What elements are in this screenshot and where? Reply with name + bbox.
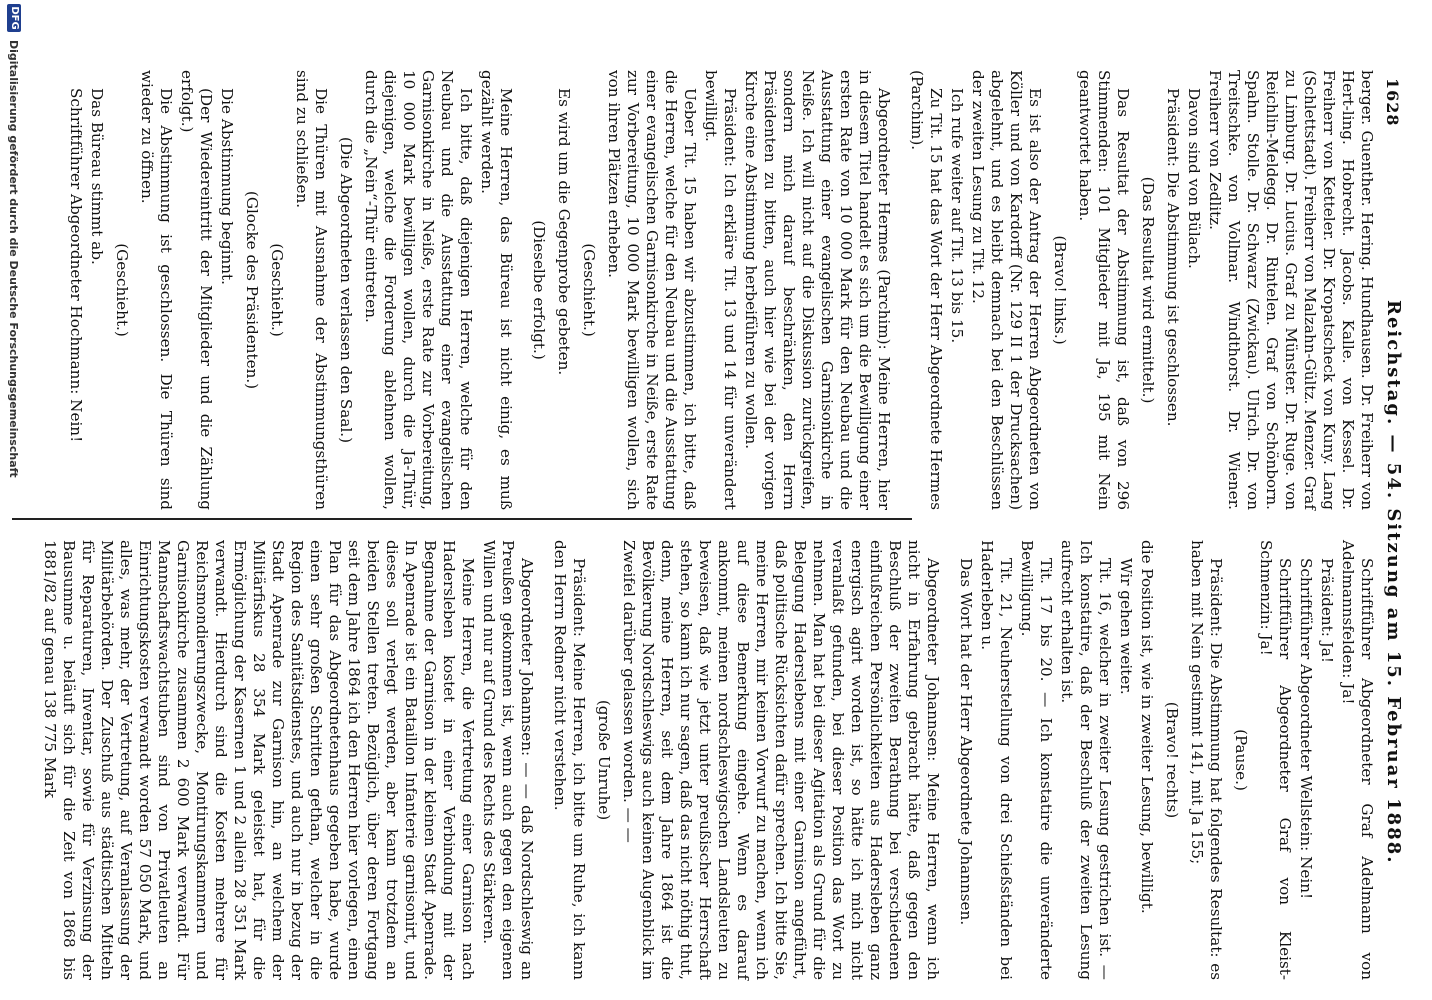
paragraph: Es ist also der Antrag der Herren Abgeordneten von Köller und von Kardorff (Nr. 129 II 1 der Drucksachen) abgelehnt, und es bleibt demnach bei den Beschlüssen der zweiten Lesung zu Tit. 12. [969,70,1044,510]
paragraph: Präsident: Meine Herren, ich bitte um Ruhe, ich kann den Herrn Redner nicht verstehen. [551,540,588,980]
paragraph: (Bravo! links.) [1051,235,1069,345]
paragraph: Ueber Tit. 15 haben wir abzustimmen, ich bitte, daß die Herren, welche für den Neubau und die Ausstattung einer evangelischen Garnisonkirche in Neiße, erste Rate zur Vorbereitung, 10 000 Mark bewilligen wollen, sich von ihren Plätzen erheben. [605,70,699,510]
paragraph: Präsident: Die Abstimmung ist geschlossen. [1164,88,1182,427]
paragraph: Tit. 21, Neuherstellung von drei Schießständen bei Haderleben u. [978,540,1015,980]
paragraph: Die Abstimmung ist geschlossen. Die Thüren sind wieder zu öffnen. [138,70,175,510]
paragraph: (große Unruhe) [595,699,613,821]
paragraph: Das Resultat der Abstimmung ist, daß von 296 Stimmenden: 101 Mitglieder mit Ja, 195 mit Nein geantwortet haben. [1076,70,1132,510]
paragraph: Die Thüren mit Ausnahme der Abstimmungsthüren sind zu schließen. [293,70,330,510]
paragraph: (Geschieht.) [580,243,598,337]
paragraph: Schriftführer Abgeordneter Wellstein: Nein! [1297,558,1315,900]
paragraph: Schriftführer Abgeordneter Graf Adelmann von Adelmannsfelden: Ja! [1339,540,1376,980]
paragraph: die Position ist, wie in zweiter Lesung, bewilligt. [1138,540,1156,914]
page-number: 1628 [1383,78,1402,127]
paragraph: Das Wort hat der Herr Abgeordnete Johannsen. [957,558,975,926]
paragraph: Präsident: Ich erkläre Tit. 13 und 14 für unverändert bewilligt. [702,70,739,510]
paragraph: Tit. 16, welcher in zweiter Lesung gestrichen ist. — Ich konstatire, daß der Beschluß der zweiten Lesung aufrecht erhalten ist. [1058,540,1114,980]
page-header [1378,70,1408,990]
paragraph: Wir gehen weiter. [1117,558,1135,695]
paragraph: Ich rufe weiter auf Tit. 13 bis 15. [948,88,966,344]
column-divider [12,518,912,520]
paragraph: Schriftführer Abgeordneter Graf von Kleist-Schmenzin: Ja! [1257,540,1294,980]
paragraph: (Bravo! rechts) [1163,701,1181,819]
paragraph: (Geschieht.) [113,243,131,337]
paragraph: (Glocke des Präsidenten.) [243,190,261,390]
paragraph: (Pause.) [1232,729,1250,791]
paragraph: Abgeordneter Johannsen: Meine Herren, wenn ich nicht in Erfahrung gebracht hätte, daß gegen den Beschluß der zweiten Berathung bei verschiedenen einflußreichen Persönlichkeiten aus Hadersleben ganz energisch agirt worden ist, so hätte ich mich nicht veranlaßt gefunden, bei dieser Position das Wort zu nehmen. Man hat bei dieser Agitation als Grund für die Belegung Haderslebens mit einer Garnison angeführt, daß politische Rücksichten dafür sprechen. Ich bitte Sie, meine Herren, mir keinen Vorwurf zu machen, wenn ich auf diese Bemerkung eingehe. Wenn es darauf ankommt, meinen nordschleswigschen Landsleuten zu beweisen, daß wie jetzt unter preußischer Herrschaft stehen, so kann ich nur sagen, daß das nicht nöthig thut, denn, meine Herren, seit dem Jahre 1864 ist die Bevölkerung Nordschleswigs auch keinen Augenblick im Zweifel darüber gelassen worden. — — [620,540,942,980]
paragraph: Es wird um die Gegenprobe gebeten. [555,88,573,376]
dfg-logo: DFG [7,4,21,32]
paragraph: (Dieselbe erfolgt.) [530,220,548,360]
paragraph: Davon sind von Bülach. [1185,88,1203,269]
paragraph: Präsident: Die Abstimmung hat folgendes Resultat: es haben mit Nein gestimmt 141, mit Ja 155; [1188,540,1225,980]
page-footer [2,0,24,1000]
paragraph: Tit. 17 bis 20. — Ich konstatire die unveränderte Bewilligung. [1018,540,1055,980]
paragraph: (Der Wiedereintritt der Mitglieder und die Zählung erfolgt.) [178,70,215,510]
paragraph: Schriftführer Abgeordneter Hochmann: Nein! [67,88,85,443]
right-column [38,540,1376,980]
paragraph: Meine Herren, die Vertretung einer Garnison nach Hadersleben kostet in einer Verbindung mit der Begnahme der Garnison in der kleinen Stadt Apenrade. In Apenrade ist ein Bataillon Infanterie garnisonirt, und dieses soll verlegt werden, aber kann trotzdem an beiden Stellen treten. Bezüglich, über deren Fortgang seit dem Jahre 1864 ich den Herren hier vorlegen, einen Plan für das Abgeordnetenhaus gegeben habe, wurde einen sehr großen Schritten gethan, welcher in die Region des Sanitätsdienstes, und auch nur in bezug der Stadt Apenrade zur Garnison hin, an welchem der Militärfiskus 28 354 Mark geleistet hat, für die Ermöglichung der Kasernen 1 und 2 allein 28 351 Mark verwandt. Hierdurch sind die Kosten mehrere für Reichsmondierungszwecke, Montirungskammern und Garnisonkirche zusammen 2 600 Mark verwandt. Für Mannschaftswachtstuben sind von Privatleuten an Einrichtungskosten verwandt worden 57 050 Mark, und alles, was mehr, der Vertretung, auf Veranlassung der Militärbehörden. Der Zuschuß aus städtischen Mitteln für Reparaturen, Inventar, sowie für Verzinsung der Bausumme u. beläuft sich für die Zeit von 1868 bis 1881/82 auf genau 138 775 Mark [41,540,477,980]
paragraph: (Das Resultat wird ermittelt.) [1139,176,1157,404]
paragraph: (Die Abgeordneten verlassen den Saal.) [337,136,355,444]
paragraph: Zu Tit. 15 hat das Wort der Herr Abgeordnete Hermes (Parchim). [908,70,945,510]
paragraph: (Geschieht.) [268,243,286,337]
running-title: Reichstag. — 54. Sitzung am 15. Februar 1888. [1383,300,1404,865]
paragraph: Präsident: Ja! [1318,558,1336,663]
paragraph: Meine Herren, das Büreau ist nicht einig, es muß gezählt werden. [478,70,515,510]
paragraph: Abgeordneter Johannsen: — — daß Nordschleswig an Preußen gekommen ist, wenn auch gegen den eigenen Willen und nur auf Grund des Rechts des Stärkeren. [480,540,536,980]
paragraph: Die Abstimmung beginnt. [218,88,236,285]
left-column [64,70,1376,510]
digitization-credit: Digitalisierung gefördert durch die Deutsche Forschungsgemeinschaft [7,40,20,478]
paragraph: Abgeordneter Hermes (Parchim): Meine Herren, hier in diesem Titel handelt es sich um die Bewilligung einer ersten Rate von 10 000 Mark für den Neubau und die Ausstattung einer evangelischen Garnisonkirche in Neiße. Ich will nicht auf die Diskussion zurückgreifen, sondern mich darauf beschränken, den Herrn Präsidenten zu bitten, auch hier wie bei der vorigen Kirche eine Abstimmung herbeiführen zu wollen. [742,70,893,510]
paragraph: berger. Guenther. Hering. Hundhausen. Dr. Freiherr von Hert-ling. Hobrecht. Jacobs. Kalle. von Kessel. Dr. Freiherr von Ketteler. Dr. Kropatscheck von Kuny. Lang (Schlettstadt). Freiherr von Malzahn-Gültz. Menzer. Graf zu Limburg. Dr. Lucius. Graf zu Münster. Dr. Ruge. von Reichlin-Meldegg. Dr. Rintelen. Graf von Schönborn. Spahn. Stolle. Dr. Schwarz (Zwickau). Ulrich. Dr. von Treitschke. von Vollmar. Windthorst. Dr. Wiener. Freiherr von Zedlitz. [1206,70,1376,510]
paragraph: Das Büreau stimmt ab. [88,88,106,265]
paragraph: Ich bitte, daß diejenigen Herren, welche für den Neubau und die Ausstattung einer evangelischen Garnisonkirche in Neiße, erste Rate zur Vorbereitung, 10 000 Mark bewilligen wollen, durch die Ja-Thür, diejenigen, welche die Forderung ablehnen wollen, durch die „Nein“-Thür eintreten. [362,70,475,510]
